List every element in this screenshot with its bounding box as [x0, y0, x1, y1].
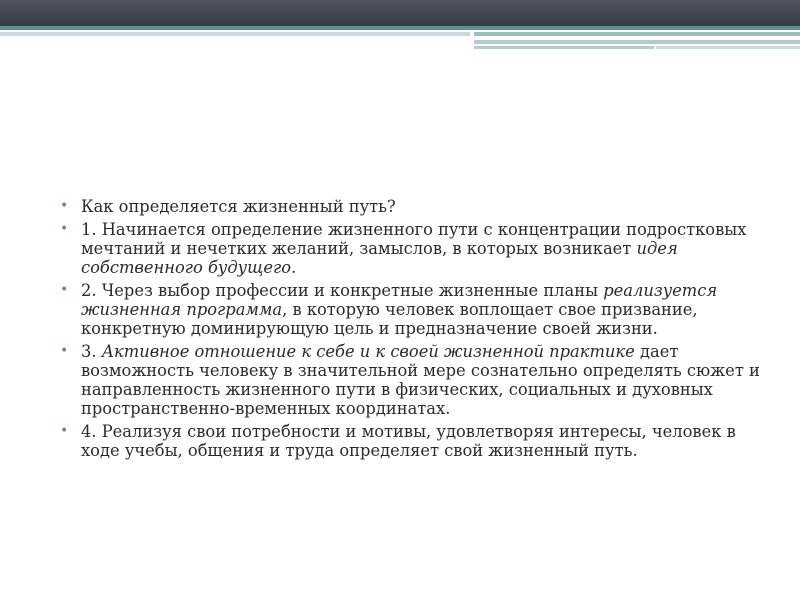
bullet-emphasis: идея собственного будущего [81, 239, 678, 277]
bullet-icon: • [60, 282, 69, 298]
bullet-text: 1. Начинается определение жизненного пути с концентрации подростковых мечтаний и нечетких желаний, замыслов, в которых возникает [81, 220, 747, 258]
slide-body [60, 197, 760, 464]
bullet-icon: • [60, 221, 69, 237]
slide-decor-strip [474, 46, 654, 49]
bullet-text-end: . [291, 258, 297, 277]
bullet-text-end: , в которую человек воплощает свое призвание, конкретную доминирующую цель и предназначение своей жизни. [81, 300, 698, 338]
bullet-item-4 [60, 422, 760, 460]
bullet-emphasis: реализуется жизненная программа [81, 281, 718, 319]
bullet-item-2 [60, 281, 760, 338]
bullet-icon: • [60, 423, 69, 439]
bullet-item-3 [60, 342, 760, 418]
bullet-icon: • [60, 343, 69, 359]
slide-decor-strip [656, 46, 800, 49]
bullet-text: Как определяется жизненный путь? [81, 197, 396, 216]
bullet-icon: • [60, 198, 69, 214]
bullet-text: 4. Реализуя свои потребности и мотивы, удовлетворяя интересы, человек в ходе учебы, общения и труда определяет свой жизненный путь. [81, 422, 736, 460]
bullet-item-1 [60, 220, 760, 277]
bullet-item-question [60, 197, 760, 216]
slide-accent-strip [0, 26, 800, 30]
bullet-emphasis: Активное отношение к себе и к своей жизненной практике [101, 342, 635, 361]
bullet-text: 3. [81, 342, 102, 361]
bullet-text-end: дает возможность человеку в значительной мере сознательно определять сюжет и направленность жизненного пути в физических, социальных и духовных пространственно-временных координатах. [81, 342, 760, 418]
slide-decor-strip [474, 32, 800, 36]
slide-decor-strip [0, 32, 470, 36]
slide-header-bar [0, 0, 800, 26]
slide-decor-strip [474, 40, 800, 44]
bullet-text: 2. Через выбор профессии и конкретные жизненные планы [81, 281, 604, 300]
